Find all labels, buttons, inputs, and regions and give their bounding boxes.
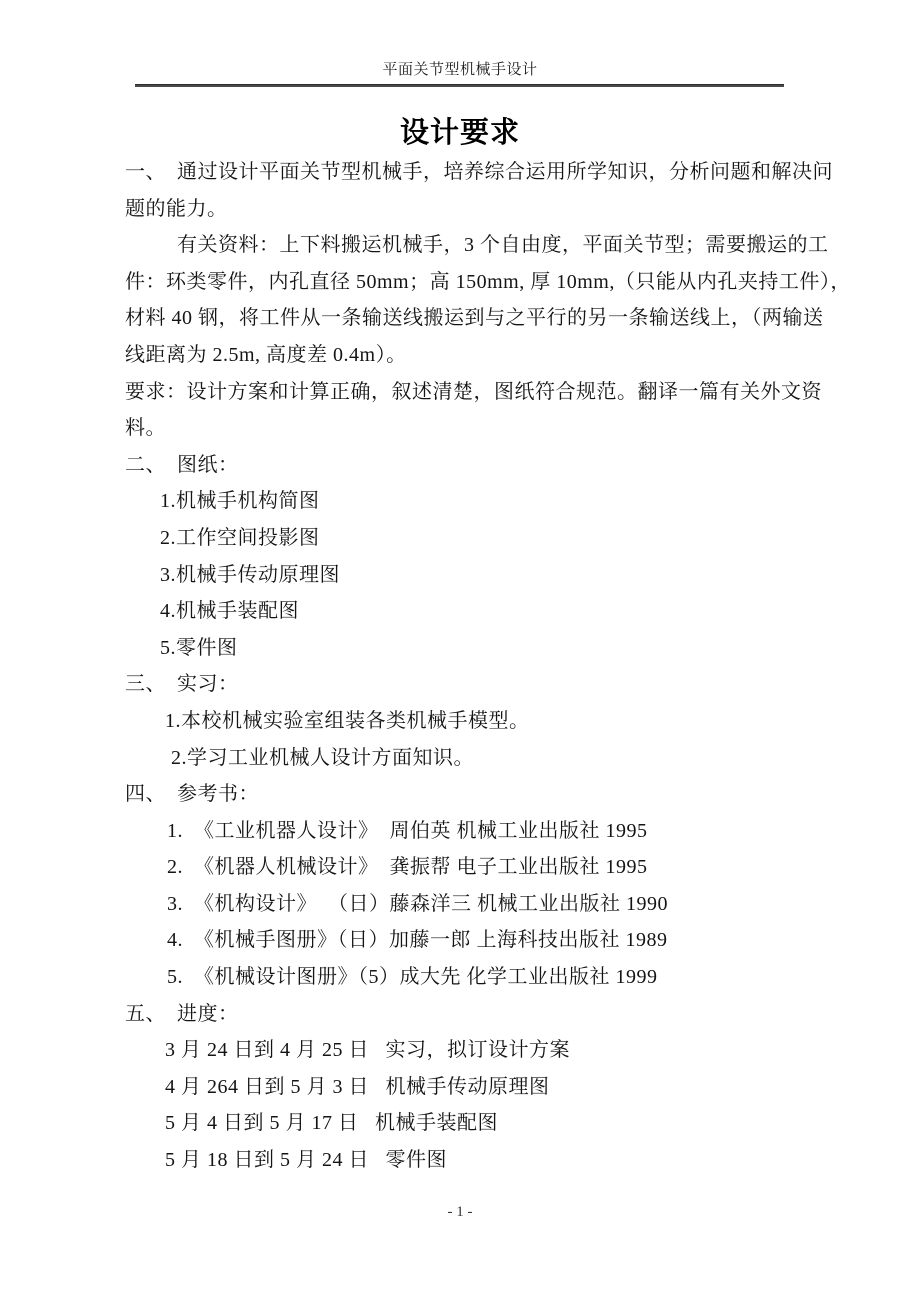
header-rule (135, 84, 784, 87)
text-line: 材料 40 钢，将工件从一条输送线搬运到与之平行的另一条输送线上，（两输送 (125, 307, 824, 330)
text-line: 二、 图纸： (125, 453, 239, 476)
text-line: 三、 实习： (125, 673, 239, 696)
page-number: - 1 - (447, 1204, 473, 1220)
text-line: 线距离为 2.5m, 高度差 0.4m）。 (125, 343, 407, 366)
text-line: 要求：设计方案和计算正确，叙述清楚，图纸符合规范。翻译一篇有关外文资 (125, 380, 822, 403)
text-line: 有关资料：上下料搬运机械手，3 个自由度，平面关节型；需要搬运的工 (177, 234, 829, 257)
text-line: 3.机械手传动原理图 (160, 563, 340, 586)
text-line: 2.工作空间投影图 (160, 526, 320, 549)
text-line: 件：环类零件，内孔直径 50mm；高 150mm, 厚 10mm,（只能从内孔夹持工件）， (125, 270, 851, 293)
page-title: 设计要求 (399, 117, 520, 149)
text-line: 2.学习工业机械人设计方面知识。 (171, 746, 474, 769)
text-line: 4 月 264 日到 5 月 3 日 机械手传动原理图 (165, 1075, 550, 1098)
text-line: 五、 进度： (125, 1002, 239, 1025)
text-line: 1.机械手机构简图 (160, 490, 320, 513)
text-line: 5.零件图 (160, 636, 238, 659)
text-line: 题的能力。 (125, 197, 228, 220)
text-line: 5 月 4 日到 5 月 17 日 机械手装配图 (165, 1112, 498, 1135)
text-line: 1. 《工业机器人设计》 周伯英 机械工业出版社 1995 (167, 819, 648, 842)
text-line: 3. 《机构设计》 （日）藤森洋三 机械工业出版社 1990 (167, 892, 668, 915)
document-body (125, 154, 851, 1179)
text-line: 料。 (125, 417, 166, 440)
text-line: 1.本校机械实验室组装各类机械手模型。 (165, 709, 530, 732)
text-line: 5. 《机械设计图册》（5）成大先 化学工业出版社 1999 (167, 966, 658, 989)
text-line: 4.机械手装配图 (160, 600, 299, 623)
running-header: 平面关节型机械手设计 (382, 62, 538, 78)
text-line: 3 月 24 日到 4 月 25 日 实习，拟订设计方案 (165, 1039, 570, 1062)
text-line: 四、 参考书： (125, 783, 259, 806)
text-line: 5 月 18 日到 5 月 24 日 零件图 (165, 1149, 447, 1172)
text-line: 2. 《机器人机械设计》 龚振帮 电子工业出版社 1995 (167, 856, 648, 879)
text-line: 4. 《机械手图册》（日）加藤一郎 上海科技出版社 1989 (167, 929, 668, 952)
text-line: 一、 通过设计平面关节型机械手，培养综合运用所学知识，分析问题和解决问 (125, 161, 833, 183)
